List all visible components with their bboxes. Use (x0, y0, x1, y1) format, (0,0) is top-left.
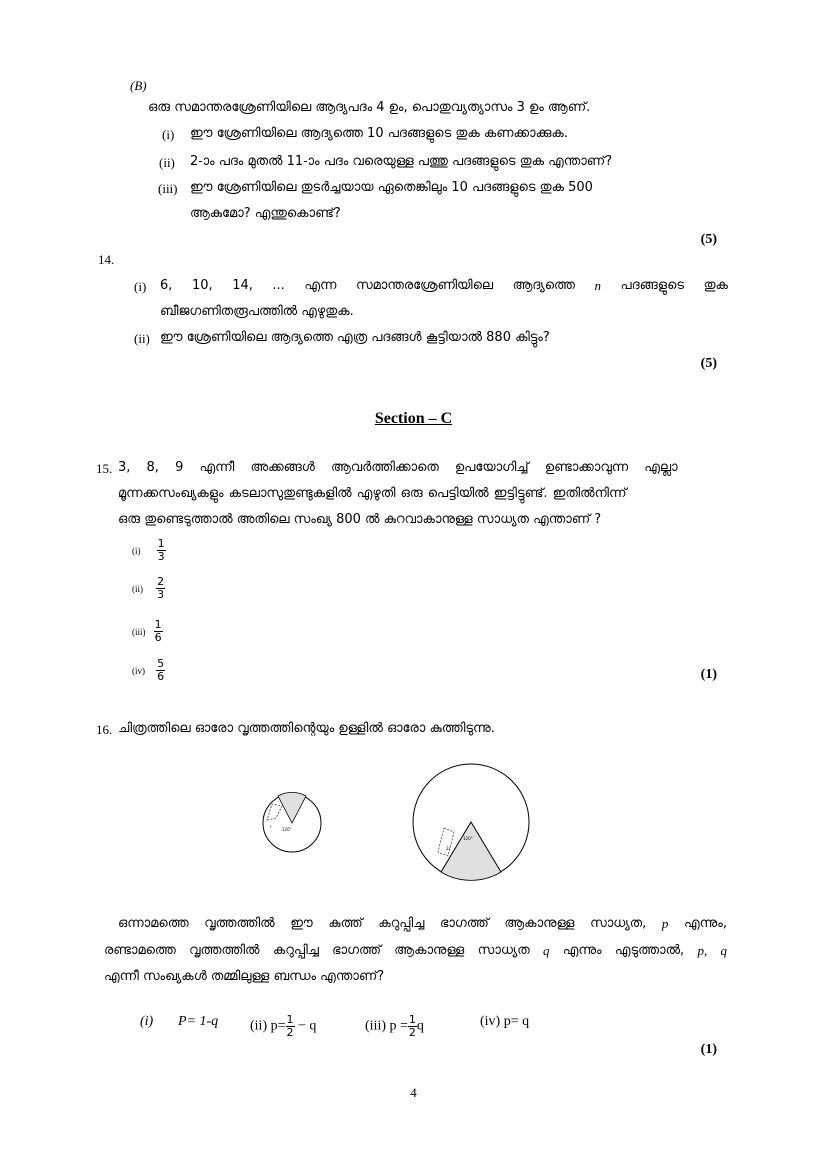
q15-marks: (1) (700, 667, 717, 682)
fraction: $\frac{5}{6}$ (157, 657, 165, 683)
q14-marks: (5) (700, 356, 717, 371)
section-title: Section – C (374, 410, 453, 427)
q15-option: (i) $\frac{1}{3}$ (132, 537, 165, 563)
q13b-item-num: (ii) (159, 155, 175, 170)
q13b-marks: (5) (700, 232, 717, 247)
q16-para-line2: രണ്ടാമത്തെ വൃത്തത്തിൽ കറുപ്പിച്ച ഭാഗത്ത് ആകാനുള്ള സാധ്യത q എന്നും എടുത്താൽ, p, q (104, 943, 727, 958)
q16-option-4: (iv) p= q (480, 1014, 530, 1029)
large-shaded-sector (441, 822, 501, 880)
q16-intro: ചിത്രത്തിലെ ഓരോ വൃത്തത്തിന്റെയും ഉള്ളിൽ ഓരോ കുത്തിടുന്നു. (118, 721, 495, 736)
q14-item-num: (ii) (134, 331, 150, 346)
circles-figure (250, 760, 550, 885)
q13b-label: (B) (130, 78, 147, 93)
q16-marks: (1) (700, 1042, 717, 1057)
small-side-label: r (270, 824, 272, 829)
fraction: $\frac{1}{2}$ (408, 1013, 416, 1039)
small-angle-label: 120° (282, 827, 292, 832)
q16-para-line1: ഒന്നാമത്തെ വൃത്തത്തിൽ ഈ കുത്ത് കറുപ്പിച്ച ഭാഗത്ത് ആകാനുള്ള സാധ്യത, p എന്നും, (118, 916, 727, 931)
q16-option-2: (ii) p= $\frac{1}{2}$ − q (250, 1013, 317, 1039)
page-number: 4 (410, 1085, 417, 1100)
q15-line2: മൂന്നക്കസംഖ്യകളും കടലാസുതുണ്ടുകളിൽ എഴുതി ഒരു പെട്ടിയിൽ ഇട്ടിട്ടുണ്ട്. ഇതിൽനിന്ന് (118, 486, 627, 501)
small-shaded-sector (278, 792, 306, 823)
fraction: $\frac{1}{6}$ (154, 618, 162, 644)
q16-option-1: P= 1-q (178, 1014, 219, 1029)
q13b-item-num: (i) (162, 127, 175, 142)
q14-item-num: (i) (134, 279, 147, 294)
q13b-item-text-cont: ആകുമോ? എന്തുകൊണ്ട്? (190, 206, 341, 221)
q15-number: 15. (96, 461, 113, 476)
q15-option: (iv) $\frac{5}{6}$ (132, 657, 165, 683)
q15-line1: 3, 8, 9 എന്നീ അക്കങ്ങൾ ആവർത്തിക്കാതെ ഉപയോഗിച്ച് ഉണ്ടാക്കാവുന്ന എല്ലാ (118, 460, 678, 475)
q13b-item-text: ഈ ശ്രേണിയിലെ ആദ്യത്തെ 10 പദങ്ങളുടെ തുക കണക്കാക്കുക. (190, 126, 568, 141)
q14-item-text: ഈ ശ്രേണിയിലെ ആദ്യത്തെ എത്ര പദങ്ങൾ കൂട്ടിയാൽ 880 കിട്ടും? (160, 330, 550, 345)
q13b-item-text: 2-ാം പദം മുതൽ 11-ാം പദം വരെയുള്ള പത്തു പദങ്ങളുടെ തുക എന്താണ്? (190, 154, 613, 169)
q16-number: 16. (96, 722, 113, 737)
q13b-item-text: ഈ ശ്രേണിയിലെ തുടർച്ചയായ ഏതെങ്കിലും 10 പദങ്ങളുടെ തുക 500 (190, 180, 593, 195)
q16-option-3: (iii) p = $\frac{1}{2}$ q (365, 1013, 424, 1039)
small-dashed-box (267, 804, 282, 820)
q13b-item-num: (iii) (158, 181, 178, 196)
fraction: $\frac{1}{3}$ (157, 537, 165, 563)
large-dashed-box (438, 828, 454, 856)
q16-para-line3: എന്നീ സംഖ്യകൾ തമ്മിലുള്ള ബന്ധം എന്താണ്? (104, 969, 385, 984)
q16-option-1-label: (i) (140, 1014, 154, 1029)
large-side-label: 2r (446, 846, 451, 851)
q14-number: 14. (98, 252, 115, 267)
q13b-intro: ഒരു സമാന്തരശ്രേണിയിലെ ആദ്യപദം 4 ഉം, പൊതുവ്യത്യാസം 3 ഉം ആണ്. (148, 100, 591, 115)
q15-option: (iii) $\frac{1}{6}$ (132, 618, 162, 644)
fraction: $\frac{1}{2}$ (286, 1013, 294, 1039)
q15-line3: ഒരു തുണ്ടെടുത്താൽ അതിലെ സംഖ്യ 800 ൽ കുറവാകാനുള്ള സാധ്യത എന്താണ് ? (118, 512, 602, 527)
q14-item-line: 6, 10, 14, ... എന്ന സമാന്തരശ്രേണിയിലെ ആദ്യത്തെ n പദങ്ങളുടെ തുക (160, 278, 728, 293)
q15-option: (ii) $\frac{2}{3}$ (132, 575, 165, 601)
q14-item-text-cont: ബീജഗണിതരൂപത്തിൽ എഴുതുക. (160, 304, 354, 319)
large-angle-label: 120° (463, 836, 473, 841)
fraction: $\frac{2}{3}$ (157, 575, 165, 601)
